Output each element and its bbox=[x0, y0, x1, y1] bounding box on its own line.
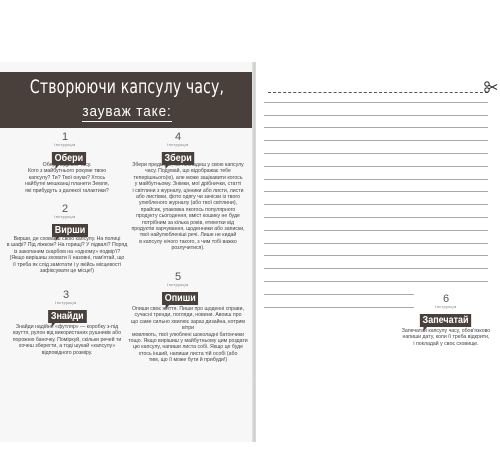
step-6-text: Запечатай капсулу часу, обов'язково напиши дату, коли її треба відкрити, і покладай у своє сховище. bbox=[401, 328, 491, 347]
step-sub-label: Інструкція bbox=[167, 283, 189, 287]
step-2-header bbox=[50, 203, 86, 238]
writing-line[interactable] bbox=[264, 256, 488, 269]
writing-line[interactable] bbox=[264, 244, 488, 257]
step-number: 1 bbox=[61, 131, 69, 143]
step-tag: Знайди bbox=[48, 310, 86, 323]
step-4-header bbox=[160, 132, 196, 166]
step-3-header bbox=[46, 290, 86, 324]
writing-line[interactable] bbox=[264, 154, 488, 167]
step-tag: Вирши bbox=[52, 224, 88, 237]
step-number: 5 bbox=[174, 271, 182, 283]
step-1-text: Обери відрізок часу. Кого з майбутнього рокуме твою капсулу? Ти? Твої онуки? Хтось найбутні мешканці планети Земля, які прибудуть з далекої галактики? bbox=[24, 162, 110, 194]
writing-line[interactable] bbox=[264, 128, 488, 141]
step-tag: Обери bbox=[52, 152, 86, 165]
page-title: Створюючи капсулу часу, bbox=[29, 76, 225, 98]
step-6-header bbox=[406, 294, 486, 328]
writing-line[interactable] bbox=[264, 167, 488, 180]
step-5-header bbox=[160, 272, 196, 306]
writing-lines bbox=[264, 90, 488, 308]
step-sub-label: Інструкція bbox=[55, 301, 77, 305]
book-spread bbox=[0, 62, 500, 442]
step-sub-label: Інструкція bbox=[54, 143, 76, 147]
title-banner bbox=[0, 72, 254, 128]
right-page bbox=[256, 62, 500, 442]
step-1-header bbox=[50, 131, 84, 166]
step-sub-label: Інструкція bbox=[167, 143, 189, 147]
writing-line[interactable] bbox=[264, 116, 488, 129]
writing-line[interactable] bbox=[264, 218, 488, 231]
step-number: 6 bbox=[442, 293, 450, 305]
writing-line[interactable] bbox=[264, 192, 488, 205]
writing-line[interactable] bbox=[264, 180, 488, 193]
left-page bbox=[0, 62, 254, 442]
step-number: 4 bbox=[174, 131, 182, 143]
writing-line[interactable] bbox=[264, 205, 488, 218]
step-number: 3 bbox=[62, 289, 70, 301]
step-2-text: Вирши, де сховаєш свою капсулу. На полиці в шафі? Під ліжком? На горищі? У підвалі? Поряд із закопаним скарбом на «одному» подвір'ї? (Якщо вирішиш зховати її назовні, пам'ятай, що її треба як слід замотати і у якійсь місцевості зафіксувати це місце!) bbox=[6, 236, 128, 275]
writing-line[interactable] bbox=[264, 141, 488, 154]
writing-line[interactable] bbox=[264, 295, 414, 308]
step-tag: Збери bbox=[162, 152, 195, 165]
writing-line[interactable] bbox=[264, 282, 414, 295]
writing-line[interactable] bbox=[264, 103, 488, 116]
step-tag: Запечатай bbox=[420, 314, 471, 327]
step-number: 2 bbox=[61, 203, 69, 215]
step-tag: Опиши bbox=[162, 292, 198, 305]
step-sub-label: Інструкція bbox=[54, 215, 76, 219]
step-4-text: Збери предмети, які покладеш у свою капсулу часу. Подумай, що відображає тебе теперішнього(ю), але може зацікавити когось у майбутньому. Знімки, мої дрібнички, статті і світлини з журналу, цінники або листи, листи або листівки, фото одягу чи зачіски із твого улюбленого журналу (або твої світлини), прайсик, упаковка якогось популярного продукту сьогодення, вміст кошику не буде потрібним за кілька років, етикетки від продуктів харчування, щоденники або записки, твої найулюбленіші речі. Лише не кидай в капсулу нічого такого, з чим тобі важко розлучитися). bbox=[131, 162, 245, 252]
writing-line[interactable] bbox=[264, 269, 488, 282]
step-3-text: Знайди надійне «футляр» — коробку з-під взуття, рулон від використаних рушників або порожню баночку. Поміркуй, скільки речей ти хочеш зберегти, а тоді шукай «капсулу» відповідного розміру. bbox=[12, 324, 122, 356]
page-subtitle: зауваж таке: bbox=[82, 103, 172, 120]
step-sub-label: Інструкція bbox=[435, 305, 457, 309]
writing-line[interactable] bbox=[264, 90, 488, 103]
step-5-text: Опиши своє життя. Пиши про щоденні справи, сучасні тренди, погляди, новини. Авоиш про що саме сильно хвилює зараз дизайна, котрим вітри мовляють, твої улюблені шоколадні батончики тощо. Якщо вирішиш у майбутньому цим роздати цю капсулу, напиши листа собі. Якщо це буде хтось інший, напиши листа тій особі (або тим, що її може бути й прибуди!) bbox=[128, 306, 248, 364]
writing-line[interactable] bbox=[264, 231, 488, 244]
